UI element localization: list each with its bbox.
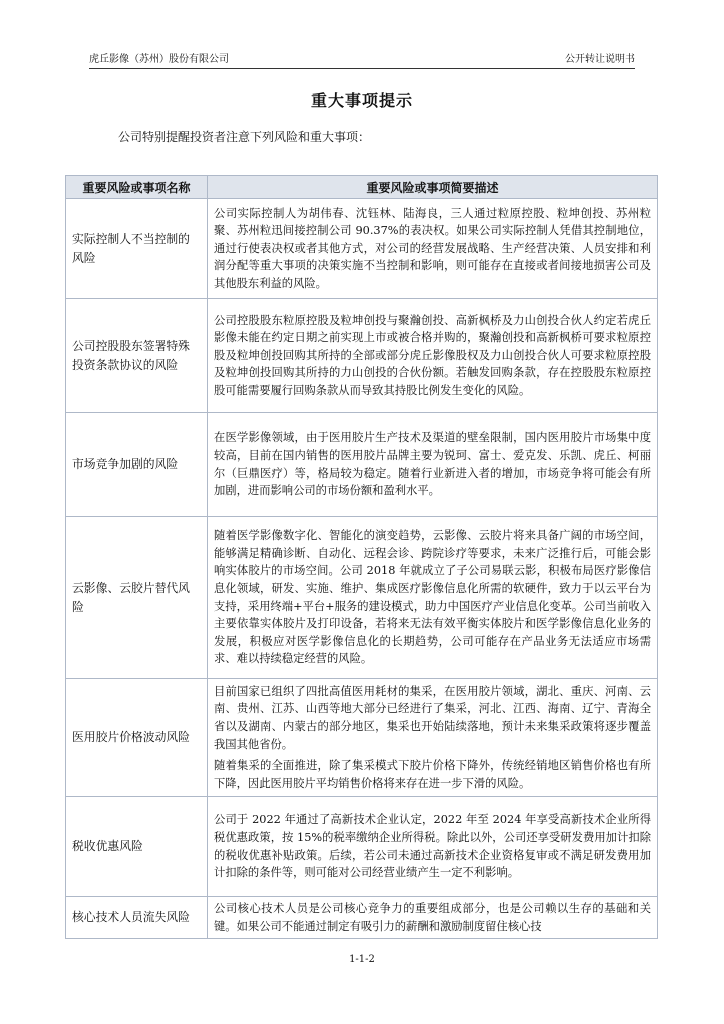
intro-text: 公司特别提醒投资者注意下列风险和重大事项：	[118, 130, 371, 144]
page-header	[89, 52, 635, 69]
description-paragraph: 在医学影像领域，由于医用胶片生产技术及渠道的壁垒限制，国内医用胶片市场集中度较高，目前在国内销售的医用胶片品牌主要为锐珂、富士、爱克发、乐凯、虎丘、柯丽尔（巨鼎医疗）等，格局较为稳定。随着行业新进入者的增加，市场竞争将可能会有所加剧，进而影响公司的市场份额和盈利水平。	[214, 431, 651, 498]
table-row	[66, 413, 658, 517]
table-row	[66, 797, 658, 897]
risk-description	[208, 679, 658, 797]
header-company: 虎丘影像（苏州）股份有限公司	[89, 54, 229, 65]
description-paragraph: 随着集采的全面推进，除了集采模式下胶片价格下降外，传统经销地区销售价格也有所下降，因此医用胶片平均销售价格将来存在进一步下滑的风险。	[214, 759, 651, 790]
column-header-description: 重要风险或事项简要描述	[208, 176, 658, 199]
description-paragraph: 公司于 2022 年通过了高新技术企业认定，2022 年至 2024 年享受高新技术企业所得税优惠政策，按 15%的税率缴纳企业所得税。除此以外，公司还享受研发费用加计扣除的税收优惠补贴政策。后续，若公司未通过高新技术企业资格复审或不满足研发费用加计扣除的条件等，则可能对公司经营业绩产生一定不利影响。	[214, 813, 651, 880]
description-paragraph: 随着医学影像数字化、智能化的演变趋势，云影像、云胶片将来具备广阔的市场空间，能够满足精确诊断、自动化、远程会诊、跨院诊疗等要求，未来广泛推行后，可能会影响实体胶片的市场空间。公司 2018 年就成立了子公司易联云影，积极布局医疗影像信息化领域，研发、实施、维护、集成医疗影像信息化所需的软硬件，致力于以云平台为支持，采用终端+平台+服务的建设模式，助力中国医疗产业信息化变革。公司当前收入主要依靠实体胶片及打印设备，若将来无法有效平衡实体胶片和医学影像信息化业务的发展，积极应对医学影像信息化的长期趋势，公司可能存在产品业务无法适应市场需求、难以持续稳定经营的风险。	[214, 529, 651, 666]
risk-description	[208, 797, 658, 897]
page-number: 1-1-2	[349, 954, 375, 965]
risk-description	[208, 897, 658, 939]
description-paragraph: 公司实际控制人为胡伟春、沈钰林、陆海良，三人通过粒原控股、粒坤创投、苏州粒聚、苏州粒迅间接控制公司 90.37%的表决权。如果公司实际控制人凭借其控制地位，通过行使表决权或者其他方式，对公司的经营发展战略、生产经营决策、人员安排和利润分配等重大事项的决策实施不当控制和影响，则可能存在直接或者间接地损害公司及其他股东利益的风险。	[214, 206, 651, 290]
table-row	[66, 199, 658, 299]
table-row	[66, 299, 658, 413]
table-header-row	[66, 176, 658, 199]
risk-name: 医用胶片价格波动风险	[66, 679, 208, 797]
risk-name: 云影像、云胶片替代风险	[66, 517, 208, 679]
description-paragraph: 公司控股股东粒原控股及粒坤创投与聚瀚创投、高新枫桥及力山创投合伙人约定若虎丘影像未能在约定日期之前实现上市或被合格并购的，聚瀚创投和高新枫桥可要求粒原控股及粒坤创投回购其所持的全部或部分虎丘影像股权及力山创投合伙人可要求粒原控股及粒坤创投回购其所持的力山创投的合伙份额。若触发回购条款，存在控股股东粒原控股可能需要履行回购条款从而导致其持股比例发生变化的风险。	[214, 313, 651, 397]
column-header-name: 重要风险或事项名称	[66, 176, 208, 199]
table-row	[66, 679, 658, 797]
description-paragraph: 目前国家已组织了四批高值医用耗材的集采，在医用胶片领域，湖北、重庆、河南、云南、贵州、江苏、山西等地大部分已经进行了集采，河北、江西、海南、辽宁、青海全省以及湖南、内蒙古的部分地区，集采也开始陆续落地，预计未来集采政策将逐步覆盖我国其他省份。	[214, 684, 651, 751]
table-row	[66, 517, 658, 679]
risk-description	[208, 299, 658, 413]
risk-description	[208, 199, 658, 299]
risk-name: 实际控制人不当控制的风险	[66, 199, 208, 299]
description-paragraph: 公司核心技术人员是公司核心竞争力的重要组成部分，也是公司赖以生存的基础和关键。如果公司不能通过制定有吸引力的薪酬和激励制度留住核心技	[214, 902, 651, 933]
risk-table	[65, 175, 658, 939]
header-doc-type: 公开转让说明书	[565, 54, 635, 65]
risk-description	[208, 413, 658, 517]
risk-description	[208, 517, 658, 679]
risk-name: 税收优惠风险	[66, 797, 208, 897]
risk-name: 核心技术人员流失风险	[66, 897, 208, 939]
risk-name: 公司控股股东签署特殊投资条款协议的风险	[66, 299, 208, 413]
page-title: 重大事项提示	[310, 91, 413, 110]
table-row	[66, 897, 658, 939]
risk-name: 市场竞争加剧的风险	[66, 413, 208, 517]
